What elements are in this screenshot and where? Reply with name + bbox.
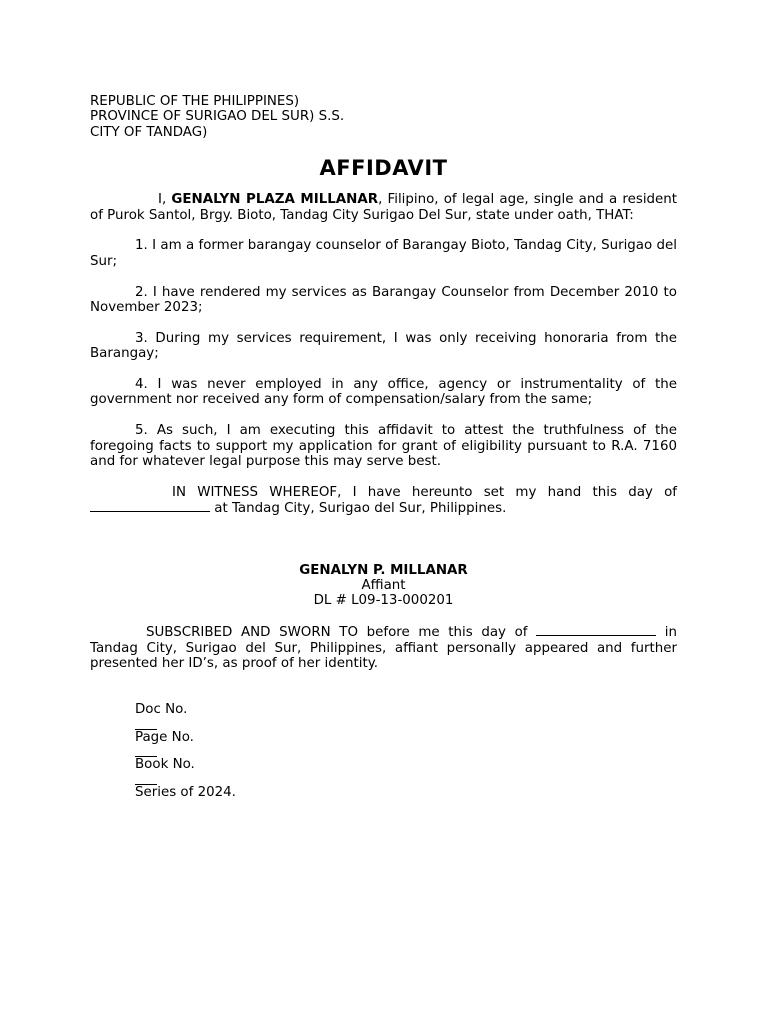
doc-no-blank[interactable] — [135, 718, 157, 730]
affidavit-document — [90, 94, 677, 800]
book-no-line: Book No. — [135, 757, 677, 784]
series-line: Series of 2024. — [135, 784, 236, 800]
date-blank[interactable] — [90, 500, 210, 512]
page-no-blank[interactable] — [135, 745, 157, 757]
statement-item-2: 2. I have rendered my services as Barangay Counselor from December 2010 to November 2023; — [90, 284, 677, 316]
statement-item-1: 1. I am a former barangay counselor of Barangay Bioto, Tandag City, Surigao del Sur; — [90, 238, 677, 269]
affiant-full-name: GENALYN PLAZA MILLANAR — [171, 192, 379, 208]
document-title: AFFIDAVIT — [319, 156, 448, 181]
witness-text-2: at Tandag City, Surigao del Sur, Philippines. — [210, 501, 507, 517]
header-city: CITY OF TANDAG) — [90, 124, 208, 140]
notarial-register — [90, 702, 677, 800]
statement-item-5: 5. As such, I am executing this affidavit to attest the truthfulness of the foregoing facts to support my application for grant of eligibility pursuant to R.A. 7160 and for whatever legal purpose this may serve best. — [90, 423, 677, 470]
header-republic: REPUBLIC OF THE PHILIPPINES) — [90, 94, 300, 109]
intro-prefix: I, — [158, 192, 172, 208]
witness-text-1: IN WITNESS WHEREOF, I have hereunto set my hand this day of — [172, 484, 677, 500]
page-no-line: Page No. — [135, 730, 677, 757]
jurat-text-2: in Tandag City, Surigao del Sur, Philippines, affiant personally appeared and further presented her ID’s, as proof of her identity. — [90, 625, 677, 672]
jurat-date-blank[interactable] — [536, 624, 656, 636]
intro-paragraph — [90, 192, 677, 223]
affiant-name: GENALYN P. MILLANAR — [299, 562, 468, 578]
doc-no-line: Doc No. — [135, 702, 677, 729]
book-no-blank[interactable] — [135, 773, 157, 785]
statement-item-3: 3. During my services requirement, I was only receiving honoraria from the Barangay; — [90, 330, 677, 362]
intro-rest: , Filipino, of legal age, single and a resident of Purok Santol, Brgy. Bioto, Tandag City Surigao Del Sur, state under oath, THAT: — [90, 192, 678, 223]
jurat-text-1: SUBSCRIBED AND SWORN TO before me this day of — [146, 625, 537, 641]
venue-header — [90, 94, 677, 140]
signature-block — [90, 563, 677, 609]
header-province: PROVINCE OF SURIGAO DEL SUR) S.S. — [90, 109, 345, 125]
witness-paragraph — [90, 485, 677, 517]
statement-item-4: 4. I was never employed in any office, agency or instrumentality of the government nor received any form of compensation/salary from the same; — [90, 377, 677, 408]
jurat-paragraph — [90, 624, 677, 671]
affiant-id: DL # L09-13-000201 — [313, 593, 454, 609]
affiant-role: Affiant — [361, 578, 406, 594]
